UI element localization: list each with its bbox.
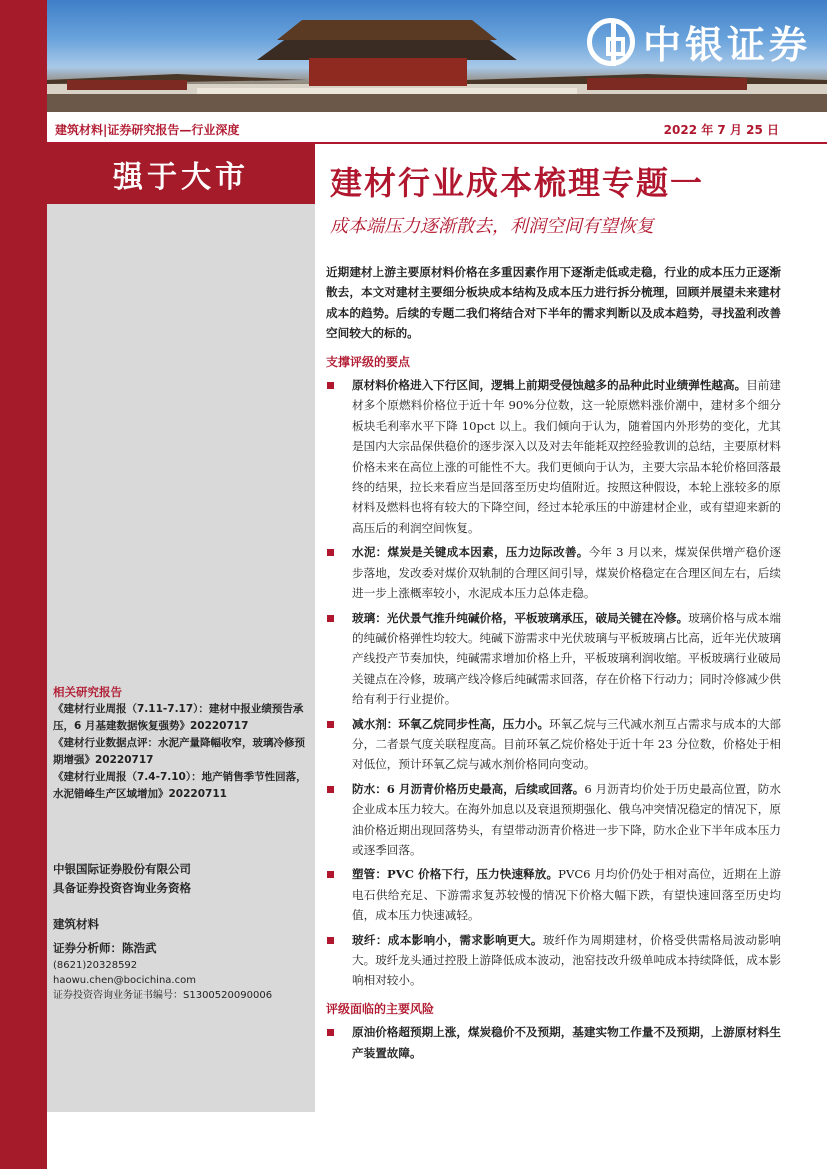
support-point-heading: 原材料价格进入下行区间，逻辑上前期受侵蚀越多的品种此时业绩弹性越高。 (352, 378, 747, 393)
support-point-text: 玻纤作为周期建材，价格受供需格局波动影响大。玻纤龙头通过控股上游降低成本波动，池窑技改升级单吨成本持续降低，成本影响相对较小。 (352, 932, 781, 988)
support-points-list (326, 375, 781, 991)
support-point-text: 目前建材多个原燃料价格位于近十年 90%分位数，这一轮原燃料涨价潮中，建材多个细分板块毛利率水平下降 10pct 以上。我们倾向于认为，随着国内外形势的变化，尤其是国内大宗品保供稳价的逐步深入以及对去年能耗双控经验教训的总结，主要原材料价格未来在高位上涨的可能性不大。我们更倾向于认为，主要大宗品本轮价格回落最终的结果，拉长来看应当是回落至历史均值附近。按照这种假设，本轮上涨较多的原材料及燃料也将有较大的下降空间，经过本轮承压的中游建材企业，或有望迎来新的高压后的利润空间恢复。 (352, 378, 781, 535)
risk-title: 评级面临的主要风险 (326, 1001, 435, 1016)
report-title: 建材行业成本梳理专题一 (330, 164, 705, 202)
support-point-item (326, 779, 781, 861)
company-info (53, 860, 309, 898)
support-point-item (326, 714, 781, 775)
report-date: 2022 年 7 月 25 日 (663, 123, 779, 137)
sector-name: 建筑材料 (53, 917, 99, 931)
analyst-name: 证券分析师：陈浩武 (53, 941, 157, 955)
support-point-heading: 水泥：煤炭是关键成本因素，压力边际改善。 (352, 545, 589, 560)
support-point-item (326, 930, 781, 991)
rating-label: 强于大市 (113, 160, 249, 195)
brand-logo (587, 14, 811, 69)
report-header-line (47, 117, 827, 143)
left-accent-bar (0, 0, 47, 1169)
related-reports-title: 相关研究报告 (53, 685, 122, 699)
related-report-item[interactable]: 《建材行业周报（7.11-7.17）：建材中报业绩预告承压，6 月基建数据恢复强势》20220717 (53, 703, 304, 732)
related-report-item[interactable]: 《建材行业数据点评：水泥产量降幅收窄，玻璃冷修预期增强》20220717 (53, 737, 305, 766)
support-point-heading: 防水：6 月沥青价格历史最高，后续或回落。 (352, 781, 585, 796)
support-point-item (326, 608, 781, 710)
related-reports (53, 684, 309, 803)
support-point-item (326, 864, 781, 925)
support-point-item (326, 542, 781, 603)
support-point-text: 6 月沥青均价处于历史最高位置，防水企业成本压力较大。在海外加息以及衰退预期强化、俄乌冲突情况稳定的情况下，原油价格近期出现回落势头，有望带动沥青价格进一步下降，防水企业下半年成本压力或逐季回落。 (352, 781, 781, 857)
analyst-email[interactable]: haowu.chen@bocichina.com (53, 975, 196, 986)
report-body (326, 262, 781, 1067)
support-point-text: 玻璃价格与成本端的纯碱价格弹性均较大。纯碱下游需求中光伏玻璃与平板玻璃占比高，近年光伏玻璃产线投产节奏加快，纯碱需求增加价格上升，平板玻璃利润收缩。平板玻璃行业破局关键点在冷修，玻璃产线冷修后纯碱需求回落，存在价格下行动力；同时冷修减少供给有利于行业提价。 (352, 610, 781, 707)
support-point-text: 环氧乙烷与三代减水剂互占需求与成本的大部分，二者景气度关联程度高。目前环氧乙烷价格处于近十年 23 分位数，价格处于相对低位，预计环氧乙烷与减水剂价格同向变动。 (352, 716, 781, 772)
brand-name: 中银证券 (642, 23, 811, 67)
support-point-text: 今年 3 月以来，煤炭保供增产稳价逐步落地，发改委对煤价双轨制的合理区间引导，煤炭价格稳定在合理区间左右，后续进一步上涨概率较小，水泥成本压力总体走稳。 (352, 545, 781, 601)
report-category: 建筑材料|证券研究报告—行业深度 (55, 123, 240, 137)
support-point-heading: 玻纤：成本影响小，需求影响更大。 (352, 932, 543, 947)
report-subtitle: 成本端压力逐渐散去，利润空间有望恢复 (330, 216, 654, 237)
sidebar (47, 144, 315, 1112)
qualification: 具备证券投资咨询业务资格 (53, 881, 191, 895)
risk-item (326, 1022, 781, 1063)
intro-paragraph: 近期建材上游主要原材料价格在多重因素作用下逐渐走低或走稳，行业的成本压力正逐渐散去，本文对建材主要细分板块成本结构及成本压力进行拆分梳理，回顾并展望未来建材成本的趋势。后续的专题二我们将结合对下半年的需求判断以及成本趋势，寻找盈利改善空间较大的标的。 (326, 265, 781, 341)
support-point-heading: 减水剂：环氧乙烷同步性高，压力小。 (352, 716, 550, 731)
analyst-info (53, 914, 309, 1003)
risk-heading: 原油价格超预期上涨，煤炭稳价不及预期，基建实物工作量不及预期，上游原材料生产装置故障。 (352, 1025, 781, 1060)
license-number: 证券投资咨询业务证书编号：S1300520090006 (53, 990, 273, 1001)
support-point-item (326, 375, 781, 538)
bank-logo-icon (587, 18, 635, 66)
analyst-phone: (8621)20328592 (53, 960, 138, 971)
company-name: 中银国际证券股份有限公司 (53, 862, 191, 876)
header-banner (47, 0, 827, 112)
support-point-heading: 玻璃：光伏景气推升纯碱价格，平板玻璃承压，破局关键在冷修。 (352, 610, 689, 625)
related-report-item[interactable]: 《建材行业周报（7.4-7.10）：地产销售季节性回落，水泥错峰生产区域增加》20220711 (53, 771, 307, 800)
support-points-title: 支撑评级的要点 (326, 354, 411, 369)
risk-list (326, 1022, 781, 1063)
rating-box (47, 144, 315, 204)
support-point-text: PVC6 月均价仍处于相对高位，近期在上游电石供给充足、下游需求复苏较慢的情况下价格大幅下跌，有望快速回落至历史均值，成本压力快速减轻。 (352, 867, 781, 923)
support-point-heading: 塑管：PVC 价格下行，压力快速释放。 (352, 867, 559, 882)
